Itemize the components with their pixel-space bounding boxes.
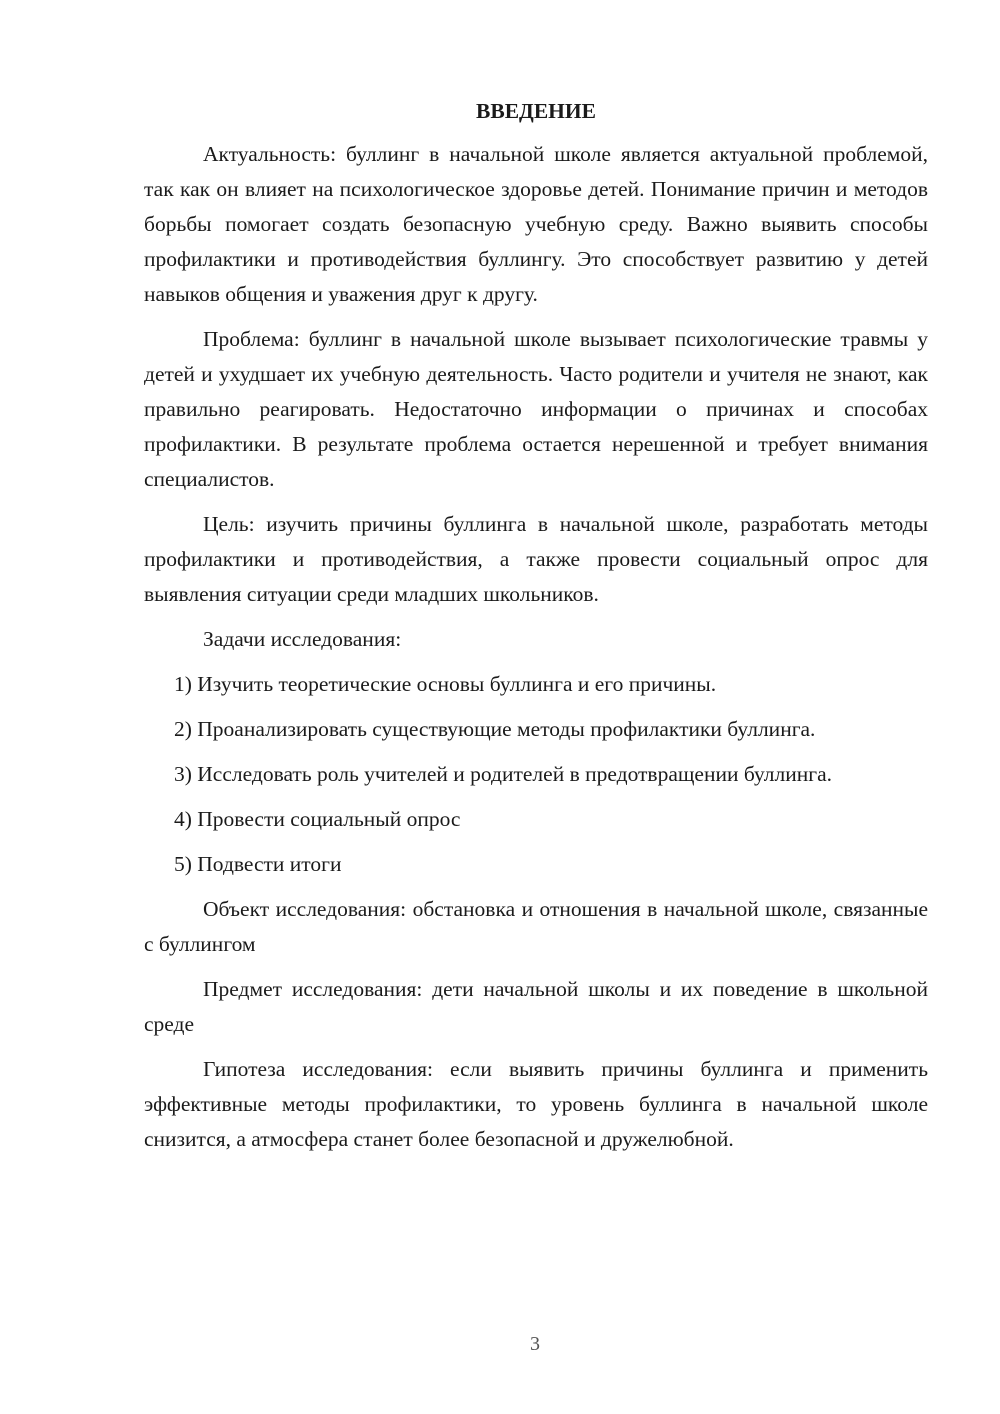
- paragraph-hypothesis: Гипотеза исследования: если выявить причины буллинга и применить эффективные методы профилактики, то уровень буллинга в начальной школе снизится, а атмосфера станет более безопасной и дружелюбной.: [144, 1057, 928, 1151]
- paragraph-problem: Проблема: буллинг в начальной школе вызывает психологические травмы у детей и ухудшает их учебную деятельность. Часто родители и учителя не знают, как правильно реагировать. Недостаточно информации о причинах и способах профилактики. В результате проблема остается нерешенной и требует внимания специалистов.: [144, 327, 928, 491]
- paragraph-tasks-intro: Задачи исследования:: [203, 627, 402, 651]
- page-title: ВВЕДЕНИЕ: [476, 99, 596, 123]
- paragraph-goal: Цель: изучить причины буллинга в начальной школе, разработать методы профилактики и противодействия, а также провести социальный опрос для выявления ситуации среди младших школьников.: [144, 512, 928, 606]
- page-number: 3: [530, 1333, 540, 1355]
- tasks-list: [144, 667, 928, 882]
- list-item: 3) Исследовать роль учителей и родителей в предотвращении буллинга.: [174, 762, 832, 786]
- list-item: 2) Проанализировать существующие методы профилактики буллинга.: [174, 717, 816, 741]
- paragraph-subject: Предмет исследования: дети начальной школы и их поведение в школьной среде: [144, 977, 928, 1036]
- document-page: [144, 95, 928, 1167]
- list-item: 1) Изучить теоретические основы буллинга и его причины.: [174, 672, 717, 696]
- list-item: 4) Провести социальный опрос: [174, 807, 461, 831]
- paragraph-relevance: Актуальность: буллинг в начальной школе является актуальной проблемой, так как он влияет на психологическое здоровье детей. Понимание причин и методов борьбы помогает создать безопасную учебную среду. Важно выявить способы профилактики и противодействия буллингу. Это способствует развитию у детей навыков общения и уважения друг к другу.: [144, 142, 928, 306]
- list-item: 5) Подвести итоги: [174, 852, 342, 876]
- paragraph-object: Объект исследования: обстановка и отношения в начальной школе, связанные с буллингом: [144, 897, 928, 956]
